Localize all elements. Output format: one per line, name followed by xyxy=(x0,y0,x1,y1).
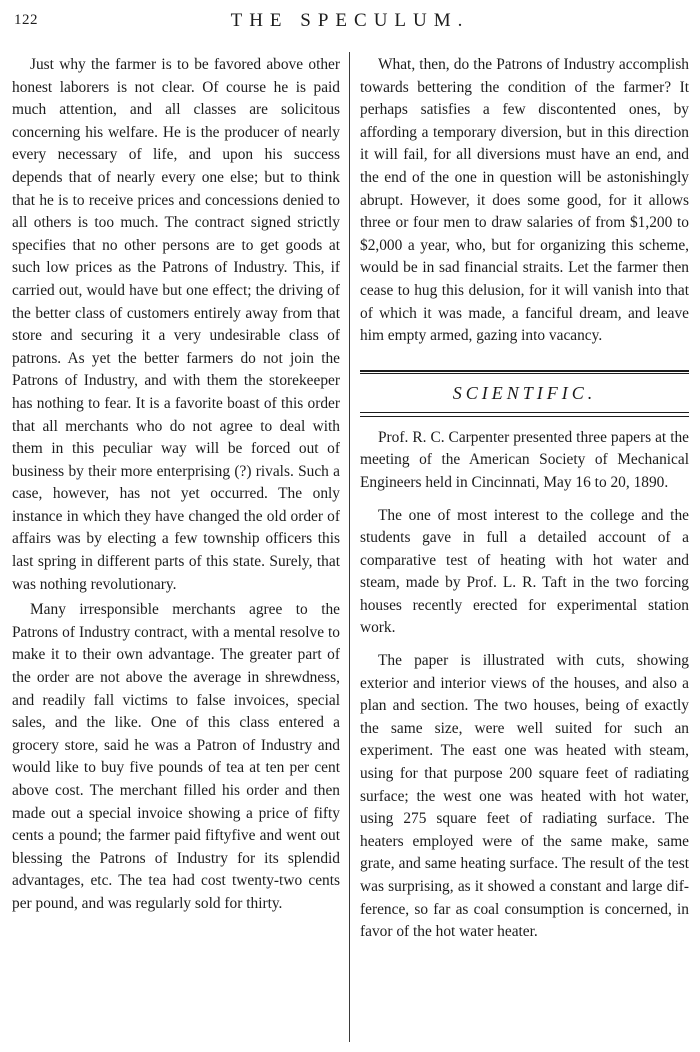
section-rule xyxy=(360,416,689,417)
paragraph: The paper is illustrated with cuts, showing exterior and interior views of the houses, and also a plan and section. The two houses, being of exactly the same size, were well suited for such an experiment. The east one was heated with steam, using for that purpose 200 square feet of radiating surface; the west one was heated with hot water, using 275 square feet of radiating surface. The heaters employed were of the same make, same grate, and same heating surface. The result of the test was surprising, as it showed a constant and large difference, so far as coal consumption is concerned, in favor of the hot water heater. xyxy=(360,652,689,941)
page-number: 122 xyxy=(14,12,38,28)
right-column xyxy=(360,54,689,944)
column-divider xyxy=(349,52,350,1042)
section-heading-box xyxy=(360,370,689,413)
paragraph: The one of most interest to the college and the students gave in full a detailed account of a comparative test of heating with hot water and steam, made by Prof. L. R. Taft in the two forcing houses recently erected for experimental station work. xyxy=(360,506,689,637)
paragraph: Just why the farmer is to be favored above other honest laborers is not clear. Of course he is paid much attention, and all classes are solicitous concerning his welfare. He is the producer of nearly every necessary of life, and upon his success depends that of nearly every one else; but to think that he is to receive prices and concessions denied to all others is too much. The contract signed strictly specifies that no other persons are to get goods at such low prices as the Patrons of Industry. This, if carried out, would have but one effect; the driving of the better class of customers entirely away from that store and securing it a very undesirable class of patrons. As yet the better farmers do not join the Patrons of Industry, and with them the storekeeper has nothing to fear. It is a favorite boast of this order that all merchants who do not agree to deal with them in this peculiar way will be forced out of business by their more enterprising (?) rivals. Such a case, however, has not yet occurred. The only instance in which they have changed the old order of affairs was by electing a few township officers this last spring in different parts of this state. Surely, that was nothing revolutionary. xyxy=(12,56,340,593)
paragraph: What, then, do the Patrons of Industry accomplish towards bettering the condition of the farmer? It perhaps satisfies a few discontented ones, by affording a temporary diversion, but in this direction it will fail, for all diversions must have an end, and the end of the one in question will be astonishingly abrupt. However, it does some good, for it allows three or four men to draw salaries of from $1,200 to $2,000 a year, who, but for organizing this scheme, would be in sad financial straits. Let the farmer then cease to hug this delusion, for it will vanish into that of which it was made, a fanciful dream, and leave him empty armed, gazing into vacancy. xyxy=(360,56,689,345)
left-column xyxy=(12,54,340,916)
paragraph: Many irresponsible merchants agree to the Patrons of Industry contract, with a mental resolve to make it to their own advantage. The greater part of the order are not above the average in shrewdness, and readily fall victims to false invoices, special sales, and the like. One of this class entered a grocery store, said he was a Patron of Industry and would like to buy five pounds of tea at ten per cent above cost. The merchant filled his order and then made out a special invoice showing a price of fifty cents a pound; the farmer paid fiftyfive and went out blessing the Patrons of Industry for its splendid advantages, etc. The tea had cost twenty-two cents per pound, and was regularly sold for thirty. xyxy=(12,601,340,912)
section-title: SCIENTIFIC. xyxy=(360,373,689,412)
page-header xyxy=(12,10,688,34)
running-head: THE SPECULUM. xyxy=(230,10,470,31)
paragraph: Prof. R. C. Carpenter presented three papers at the meeting of the American Society of Mechanical Engineers held in Cincinnati, May 16 to 20, 1890. xyxy=(360,428,689,491)
